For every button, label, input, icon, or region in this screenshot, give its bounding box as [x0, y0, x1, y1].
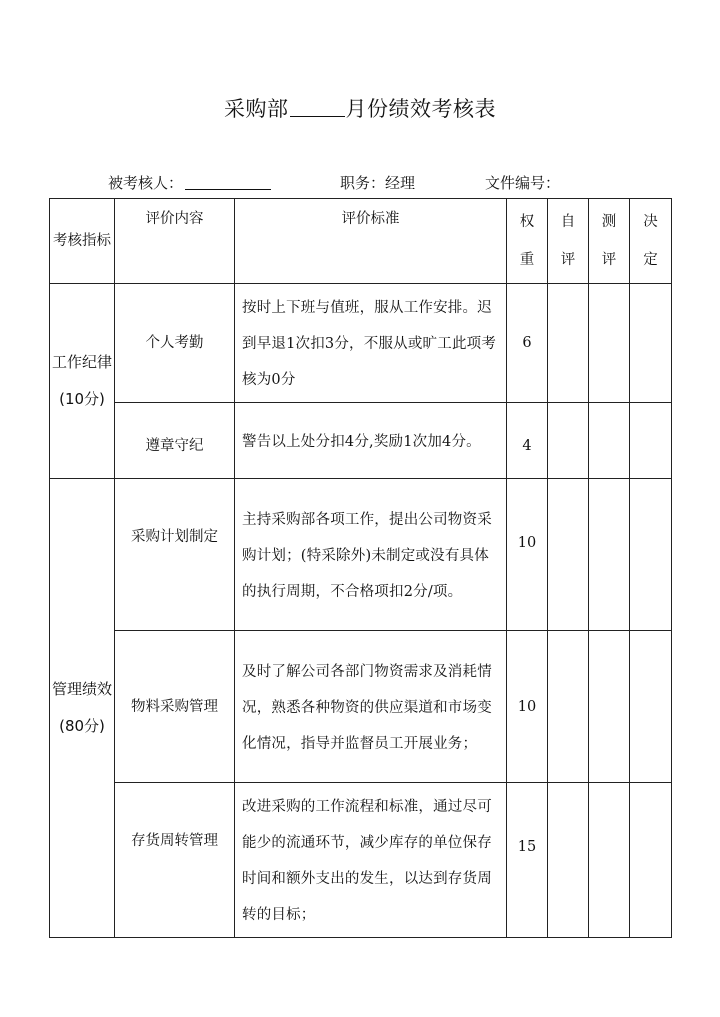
header-self: 自评 — [548, 199, 589, 284]
final-score-cell[interactable] — [630, 783, 672, 938]
test-score-cell[interactable] — [589, 783, 630, 938]
title-suffix: 月份绩效考核表 — [345, 97, 496, 121]
table-row — [50, 783, 672, 938]
final-score-cell[interactable] — [630, 403, 672, 479]
self-score-cell[interactable] — [548, 783, 589, 938]
month-blank-line — [290, 98, 345, 117]
content-cell: 采购计划制定 — [115, 479, 235, 631]
assessee-blank-line — [185, 174, 271, 190]
self-score-cell[interactable] — [548, 631, 589, 783]
weight-cell: 4 — [507, 403, 548, 479]
test-score-cell[interactable] — [589, 631, 630, 783]
header-content: 评价内容 — [115, 199, 235, 284]
table-row — [50, 479, 672, 631]
assessment-table — [49, 198, 672, 938]
final-score-cell[interactable] — [630, 284, 672, 403]
content-cell: 个人考勤 — [115, 284, 235, 403]
content-cell: 物料采购管理 — [115, 631, 235, 783]
final-score-cell[interactable] — [630, 479, 672, 631]
table-row — [50, 403, 672, 479]
test-score-cell[interactable] — [589, 284, 630, 403]
header-standard: 评价标准 — [235, 199, 507, 284]
category-management: 管理绩效(80分) — [50, 479, 115, 938]
self-score-cell[interactable] — [548, 403, 589, 479]
weight-cell: 10 — [507, 479, 548, 631]
standard-cell: 按时上下班与值班，服从工作安排。迟到早退1次扣3分，不服从或旷工此项考核为0分 — [235, 284, 507, 403]
content-cell: 存货周转管理 — [115, 783, 235, 938]
self-score-cell[interactable] — [548, 284, 589, 403]
content-cell: 遵章守纪 — [115, 403, 235, 479]
weight-cell: 6 — [507, 284, 548, 403]
self-score-cell[interactable] — [548, 479, 589, 631]
final-score-cell[interactable] — [630, 631, 672, 783]
weight-cell: 15 — [507, 783, 548, 938]
table-row — [50, 284, 672, 403]
assessee-field — [108, 172, 271, 193]
doc-no-label: 文件编号： — [485, 174, 561, 192]
header-weight: 权重 — [507, 199, 548, 284]
table-row — [50, 631, 672, 783]
header-test: 测评 — [589, 199, 630, 284]
assessee-label: 被考核人： — [108, 174, 184, 192]
header-indicator: 考核指标 — [50, 199, 115, 284]
category-discipline: 工作纪律(10分) — [50, 284, 115, 479]
title-prefix: 采购部 — [224, 97, 289, 121]
page-title — [0, 93, 720, 123]
standard-cell: 主持采购部各项工作，提出公司物资采购计划；(特采除外)未制定或没有具体的执行周期，不合格项扣2分/项。 — [235, 479, 507, 631]
standard-cell: 改进采购的工作流程和标准，通过尽可能少的流通环节，减少库存的单位保存时间和额外支出的发生，以达到存货周转的目标； — [235, 783, 507, 938]
test-score-cell[interactable] — [589, 479, 630, 631]
test-score-cell[interactable] — [589, 403, 630, 479]
weight-cell: 10 — [507, 631, 548, 783]
standard-cell: 及时了解公司各部门物资需求及消耗情况，熟悉各种物资的供应渠道和市场变化情况，指导并监督员工开展业务； — [235, 631, 507, 783]
standard-cell: 警告以上处分扣4分,奖励1次加4分。 — [235, 403, 507, 479]
table-header-row — [50, 199, 672, 284]
header-final: 决定 — [630, 199, 672, 284]
position-label: 职务：经理 — [340, 174, 416, 192]
